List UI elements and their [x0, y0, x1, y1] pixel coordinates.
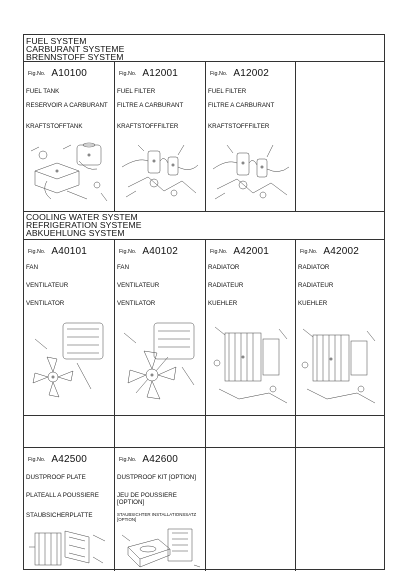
- figure-cell-a42002[interactable]: Fig.No. A42002 RADIATOR RADIATEUR KUEHLER: [296, 239, 386, 415]
- figure-cell-a40101[interactable]: Fig.No. A40101 FAN VENTILATEUR VENTILATOR: [24, 239, 114, 415]
- figure-cell-a40102[interactable]: Fig.No. A40102 FAN VENTILATEUR VENTILATOR: [115, 239, 205, 415]
- fuel-filter-diagram-icon: [118, 137, 202, 207]
- radiator-diagram-icon: [299, 319, 383, 409]
- figure-cell-a12002[interactable]: Fig.No. A12002 FUEL FILTER FILTRE A CARBURANT KRAFTSTOFFFILTER: [206, 61, 296, 211]
- fan-diagram-icon: [118, 319, 202, 409]
- fuel-tank-diagram-icon: [27, 141, 111, 207]
- dustproof-plate-diagram-icon: [27, 527, 111, 569]
- dustproof-kit-diagram-icon: [118, 527, 202, 569]
- figure-cell-a42600[interactable]: Fig.No. A42600 DUSTPROOF KIT [OPTION] JEU DE POUSSIERE [OPTION] STAUBSICHTER INSTALLATIONSSATZ [OPTION]: [115, 447, 205, 571]
- fuel-filter-diagram-icon: [209, 137, 293, 207]
- figure-cell-a42001[interactable]: Fig.No. A42001 RADIATOR RADIATEUR KUEHLER: [206, 239, 296, 415]
- fuel-section-title: FUEL SYSTEM CARBURANT SYSTEME BRENNSTOFF SYSTEM: [26, 36, 125, 62]
- parts-index-sheet: [23, 34, 385, 570]
- radiator-diagram-icon: [209, 319, 293, 409]
- cooling-section-title: COOLING WATER SYSTEM REFRIGERATION SYSTEME ABKUEHLUNG SYSTEM: [26, 212, 142, 238]
- fan-diagram-icon: [27, 319, 111, 409]
- figure-cell-a42500[interactable]: Fig.No. A42500 DUSTPROOF PLATE PLATEALL A POUSSIERE STAUBSICHERPLATTE: [24, 447, 114, 571]
- figure-cell-a12001[interactable]: Fig.No. A12001 FUEL FILTER FILTRE A CARBURANT KRAFTSTOFFFILTER: [115, 61, 205, 211]
- figure-cell-a10100[interactable]: Fig.No. A10100 FUEL TANK RESERVOIR A CARBURANT KRAFTSTOFFTANK: [24, 61, 114, 211]
